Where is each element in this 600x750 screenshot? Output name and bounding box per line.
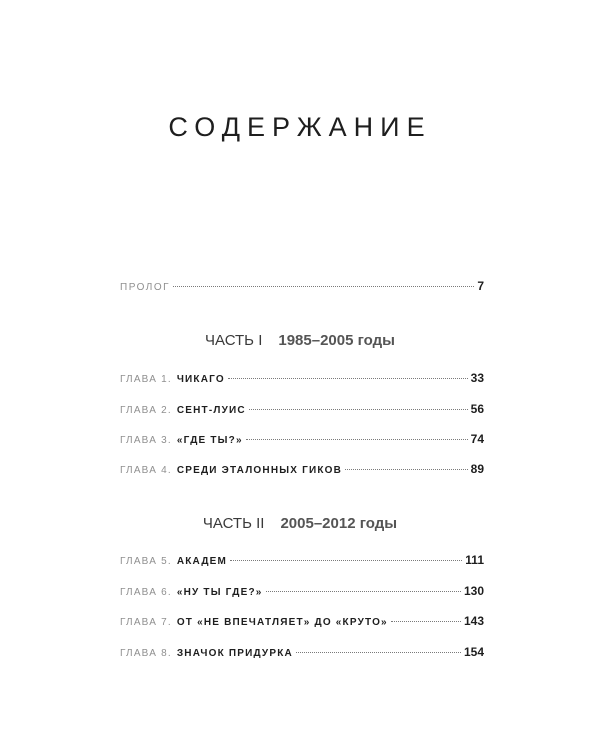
dot-leader (296, 652, 461, 653)
chapter-prefix: ГЛАВА 8. (120, 648, 172, 659)
page-number: 143 (463, 614, 484, 628)
page-number: 154 (463, 645, 484, 659)
dot-leader (173, 286, 474, 287)
toc-entry-chapter-2 (120, 402, 484, 418)
page-number: 7 (477, 279, 484, 293)
chapter-prefix: ГЛАВА 5. (120, 556, 172, 567)
page-number: 111 (465, 553, 484, 567)
dot-leader (266, 591, 461, 592)
page-number: 33 (470, 371, 484, 385)
chapter-title: ЧИКАГО (176, 374, 225, 385)
toc-entry-prologue (120, 279, 484, 295)
dot-leader (228, 378, 468, 379)
chapter-title: «НУ ТЫ ГДЕ?» (176, 587, 263, 598)
chapter-prefix: ГЛАВА 2. (120, 405, 172, 416)
part-label: ЧАСТЬ II (202, 515, 265, 532)
part-years: 1985–2005 годы (278, 332, 395, 349)
chapter-prefix: ГЛАВА 1. (120, 374, 172, 385)
page-number: 89 (470, 462, 484, 476)
toc-entry-chapter-6 (120, 584, 484, 600)
toc-entry-chapter-5 (120, 553, 484, 569)
chapter-prefix: ГЛАВА 6. (120, 587, 172, 598)
chapter-title: ОТ «НЕ ВПЕЧАТЛЯЕТ» ДО «КРУТО» (176, 617, 388, 628)
part-header-1 (0, 332, 600, 349)
part-header-2 (0, 515, 600, 532)
chapter-title: СРЕДИ ЭТАЛОННЫХ ГИКОВ (176, 465, 343, 476)
toc-entry-chapter-8 (120, 645, 484, 661)
page-number: 130 (463, 584, 484, 598)
chapter-title: ЗНАЧОК ПРИДУРКА (176, 648, 293, 659)
toc-entry-chapter-7 (120, 614, 484, 630)
toc-entry-chapter-4 (120, 462, 484, 478)
prologue-label: ПРОЛОГ (120, 282, 171, 293)
toc-entry-chapter-1 (120, 371, 484, 387)
dot-leader (345, 469, 468, 470)
dot-leader (230, 560, 462, 561)
chapter-title: СЕНТ-ЛУИС (176, 405, 246, 416)
page-number: 56 (470, 402, 484, 416)
chapter-title: «ГДЕ ТЫ?» (176, 435, 243, 446)
page-number: 74 (470, 432, 484, 446)
dot-leader (391, 621, 461, 622)
dot-leader (249, 409, 468, 410)
chapter-prefix: ГЛАВА 3. (120, 435, 172, 446)
toc-entry-chapter-3 (120, 432, 484, 448)
part-label: ЧАСТЬ I (205, 332, 263, 349)
part-years: 2005–2012 годы (280, 515, 398, 532)
chapter-prefix: ГЛАВА 4. (120, 465, 172, 476)
page-title: СОДЕРЖАНИЕ (168, 112, 432, 142)
chapter-title: АКАДЕМ (176, 556, 228, 567)
dot-leader (246, 439, 468, 440)
chapter-prefix: ГЛАВА 7. (120, 617, 172, 628)
